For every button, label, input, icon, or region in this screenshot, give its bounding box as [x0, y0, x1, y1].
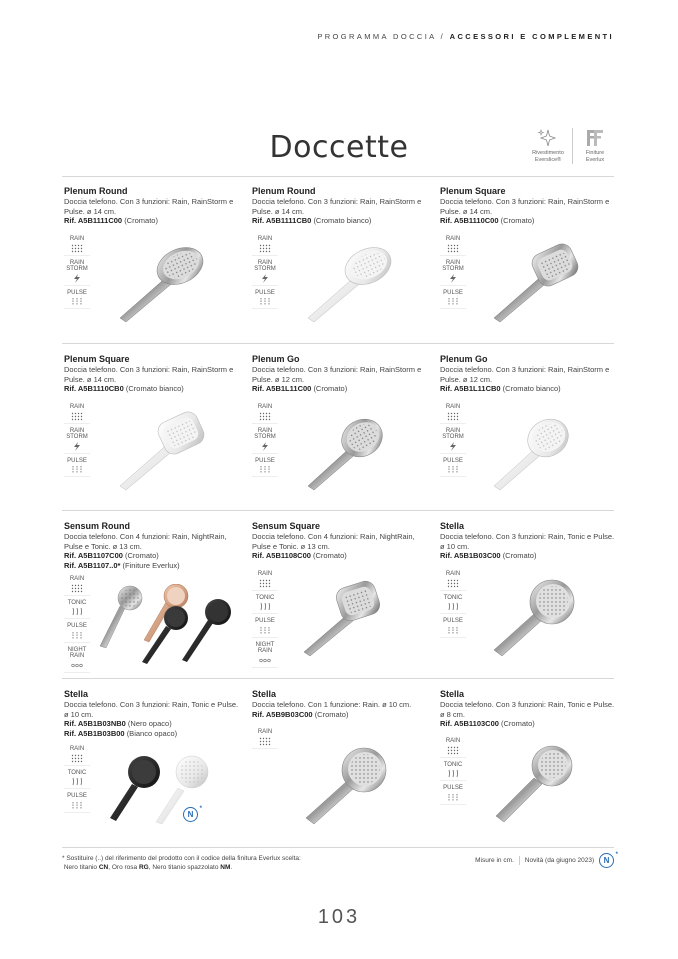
rain-icon: [71, 754, 83, 763]
function-rain: [64, 576, 90, 596]
product-ref: [64, 216, 244, 226]
pulse-icon: [71, 631, 83, 640]
ref-code: Rif. A5B1B03B00: [64, 728, 125, 738]
function-tonic: [64, 770, 90, 790]
product-card: [64, 689, 244, 738]
product-card: [440, 689, 620, 729]
product-description: Doccia telefono. Con 3 funzioni: Rain, RainStorm e Pulse. ø 14 cm.: [440, 197, 610, 216]
measures-note: Misure in cm.: [475, 857, 514, 865]
function-label: PULSE: [67, 793, 87, 799]
function-rain: [252, 729, 278, 749]
function-label: RAIN: [257, 648, 273, 654]
function-rain: [440, 404, 466, 424]
pulse-icon: [259, 297, 271, 306]
ref-note: (Cromato): [502, 551, 537, 560]
ref-code: Rif. A5B1107..0*: [64, 560, 121, 570]
ref-code: Rif. A5B1B03NB0: [64, 719, 126, 728]
function-icons: [440, 738, 466, 809]
product-ref: [440, 216, 620, 226]
page-number: 103: [317, 906, 361, 928]
ref-code: Rif. A5B9B03C00: [252, 709, 313, 719]
finish-label: Finiture: [585, 150, 605, 156]
pulse-icon: [71, 801, 83, 810]
divider: [62, 847, 614, 848]
new-badge-star: *: [615, 852, 618, 858]
function-icons: [440, 404, 466, 481]
function-label: RAIN: [257, 236, 273, 242]
product-description: Doccia telefono. Con 3 funzioni: Rain, Tonic e Pulse. ø 10 cm.: [64, 700, 239, 719]
function-night: [252, 642, 278, 668]
ref-code: Rif. A5B1111C00: [64, 216, 123, 225]
function-label: RAIN: [69, 653, 85, 659]
function-pulse: [440, 290, 466, 310]
page-title: Doccette: [269, 130, 409, 165]
finish-icons: [526, 128, 614, 168]
product-description: Doccia telefono. Con 3 funzioni: Rain, RainStorm e Pulse. ø 12 cm.: [252, 365, 422, 384]
ref-note: (Cromato): [313, 551, 347, 560]
function-label: STORM: [254, 434, 276, 440]
product-ref: [440, 719, 620, 729]
tonic-icon: [259, 602, 271, 611]
ref-code: Rif. A5B1111CB0: [252, 216, 312, 225]
new-badge-letter: N: [603, 856, 610, 865]
function-label: STORM: [442, 266, 464, 272]
function-storm: [252, 260, 278, 286]
shower-head-image: [300, 408, 396, 492]
product-name: Plenum Round: [252, 186, 316, 196]
function-label: TONIC: [67, 769, 87, 776]
product-ref: [64, 551, 244, 561]
ref-code: Rif. A5B1107C00: [64, 551, 123, 560]
rain-icon: [447, 244, 459, 253]
rain-icon: [71, 584, 83, 593]
function-rain: [440, 738, 466, 758]
function-pulse: [440, 785, 466, 805]
function-label: RAIN: [69, 746, 85, 752]
product-card: [252, 689, 432, 719]
function-pulse: [64, 458, 90, 478]
rainstorm-icon: [259, 442, 271, 451]
section-header: [317, 32, 614, 41]
function-label: RAIN: [69, 236, 85, 242]
function-label: RAIN: [257, 404, 273, 410]
function-label: RAIN: [445, 404, 461, 410]
ref-note: (Bianco opaco): [126, 728, 178, 738]
product-ref-2: [64, 729, 244, 739]
product-ref: [440, 384, 620, 394]
function-storm: [64, 428, 90, 454]
nightrain-icon: [71, 661, 83, 670]
ref-note: (Cromato): [314, 709, 349, 719]
function-label: RAIN: [257, 427, 273, 434]
finish-rivestimento: [526, 128, 570, 164]
product-card: [64, 186, 244, 226]
function-label: RAIN: [445, 427, 461, 434]
divider: [62, 678, 614, 679]
ref-note: (Finiture Everlux): [122, 560, 180, 570]
product-card: [440, 354, 620, 394]
function-label: PULSE: [255, 289, 275, 296]
function-icons: [252, 571, 278, 672]
footnote-text: Nero titanio: [63, 863, 99, 871]
product-name: Stella: [64, 689, 89, 699]
rain-icon: [447, 579, 459, 588]
pulse-icon: [447, 626, 459, 635]
function-storm: [64, 260, 90, 286]
ref-code: Rif. A5B1110CB0: [64, 384, 124, 393]
sparkle-icon: [537, 128, 559, 148]
footnote-text: .: [230, 863, 233, 871]
shower-head-image: [486, 576, 582, 660]
function-rain: [252, 404, 278, 424]
pulse-icon: [447, 793, 459, 802]
ref-note: (Cromato bianco): [502, 384, 561, 393]
rain-icon: [259, 244, 271, 253]
new-badge: [180, 806, 202, 824]
product-ref: [252, 710, 432, 720]
product-ref: [252, 216, 432, 226]
shower-head-image: [112, 240, 208, 324]
finish-label: Rivestimento: [532, 150, 564, 156]
function-label: PULSE: [443, 785, 463, 791]
nightrain-icon: [259, 656, 271, 665]
function-label: TONIC: [255, 594, 275, 601]
function-icons: [252, 404, 278, 481]
function-rain: [64, 236, 90, 256]
product-card: [440, 186, 620, 226]
legend: [475, 852, 618, 868]
finish-sublabel: Everlux: [585, 157, 605, 163]
shower-head-image: [96, 584, 236, 666]
shower-head-image: [488, 740, 584, 824]
new-badge-star: *: [199, 806, 202, 813]
product-name: Plenum Square: [64, 354, 130, 364]
ref-code: Rif. A5B1110C00: [440, 216, 499, 225]
product-description: Doccia telefono. Con 4 funzioni: Rain, NightRain, Pulse e Tonic. ø 13 cm.: [252, 532, 415, 551]
function-label: RAIN: [257, 571, 273, 577]
product-ref: [440, 551, 620, 561]
product-name: Sensum Square: [252, 521, 321, 531]
product-card: [64, 521, 244, 570]
function-label: RAIN: [69, 427, 85, 434]
function-tonic: [440, 595, 466, 615]
function-label: RAIN: [257, 729, 273, 735]
tonic-icon: [71, 607, 83, 616]
product-card: [252, 354, 432, 394]
product-name: Stella: [440, 521, 465, 531]
product-card: [252, 186, 432, 226]
function-storm: [440, 260, 466, 286]
function-rain: [64, 404, 90, 424]
function-label: PULSE: [67, 457, 87, 464]
product-ref: [64, 719, 244, 729]
function-label: RAIN: [69, 259, 85, 266]
product-name: Plenum Go: [440, 354, 488, 364]
new-badge-letter: N: [187, 810, 194, 820]
product-name: Stella: [252, 689, 277, 699]
product-description: Doccia telefono. Con 3 funzioni: Rain, RainStorm e Pulse. ø 14 cm.: [64, 365, 234, 384]
product-ref-2: [64, 561, 244, 571]
divider: [62, 176, 614, 177]
pulse-icon: [71, 297, 83, 306]
product-description: Doccia telefono. Con 3 funzioni: Rain, RainStorm e Pulse. ø 14 cm.: [64, 197, 234, 216]
function-label: RAIN: [445, 236, 461, 242]
function-pulse: [252, 458, 278, 478]
function-rain: [440, 236, 466, 256]
product-card: [64, 354, 244, 394]
function-rain: [252, 236, 278, 256]
ref-note: (Cromato): [125, 551, 159, 560]
product-ref: [252, 551, 432, 561]
product-name: Plenum Round: [64, 186, 128, 196]
function-icons: [64, 236, 90, 313]
ref-code: Rif. A5B1B03C00: [440, 551, 501, 560]
header-section: PROGRAMMA DOCCIA: [317, 32, 437, 41]
pulse-icon: [447, 465, 459, 474]
pulse-icon: [71, 465, 83, 474]
function-label: NIGHT: [255, 641, 275, 648]
function-label: PULSE: [443, 289, 463, 296]
divider: [62, 510, 614, 511]
product-description: Doccia telefono. Con 3 funzioni: Rain, RainStorm e Pulse. ø 14 cm.: [252, 197, 422, 216]
function-label: RAIN: [257, 259, 273, 266]
shower-head-image: [486, 408, 582, 492]
function-icons: [64, 404, 90, 481]
product-description: Doccia telefono. Con 1 funzione: Rain. ø 10 cm.: [252, 700, 412, 709]
finish-everlux: [572, 128, 617, 164]
ref-code: Rif. A5B1108C00: [252, 551, 311, 560]
function-icons: [440, 571, 466, 642]
function-pulse: [440, 458, 466, 478]
function-icons: [64, 576, 90, 677]
rain-icon: [259, 579, 271, 588]
function-label: TONIC: [67, 599, 87, 606]
shower-head-image: [486, 240, 582, 324]
new-badge-icon: [599, 852, 618, 868]
ff-logo-icon: [584, 128, 606, 148]
function-icons: [252, 236, 278, 313]
function-rain: [64, 746, 90, 766]
function-label: PULSE: [255, 618, 275, 624]
function-label: STORM: [66, 434, 88, 440]
product-description: Doccia telefono. Con 3 funzioni: Rain, RainStorm e Pulse. ø 12 cm.: [440, 365, 610, 384]
rainstorm-icon: [71, 442, 83, 451]
function-tonic: [252, 595, 278, 615]
function-pulse: [252, 618, 278, 638]
function-rain: [440, 571, 466, 591]
ref-code: Rif. A5B1L11CB0: [440, 384, 501, 393]
ref-note: (Cromato bianco): [125, 384, 184, 393]
tonic-icon: [447, 769, 459, 778]
ref-code: Rif. A5B1103C00: [440, 719, 499, 728]
product-name: Plenum Go: [252, 354, 300, 364]
novelty-note: Novità (da giugno 2023): [524, 857, 595, 865]
finish-code: CN: [98, 863, 109, 871]
finish-code: NM: [220, 863, 231, 871]
function-storm: [252, 428, 278, 454]
function-label: RAIN: [69, 404, 85, 410]
rainstorm-icon: [447, 442, 459, 451]
rain-icon: [447, 746, 459, 755]
function-label: PULSE: [443, 618, 463, 624]
finish-code: RG: [138, 863, 149, 871]
shower-head-image: [112, 408, 208, 492]
rain-icon: [71, 412, 83, 421]
ref-note: (Cromato): [124, 216, 158, 225]
function-label: RAIN: [445, 738, 461, 744]
rain-icon: [259, 737, 271, 746]
tonic-icon: [71, 777, 83, 786]
rainstorm-icon: [447, 274, 459, 283]
function-pulse: [64, 793, 90, 813]
tonic-icon: [447, 602, 459, 611]
ref-note: (Cromato): [313, 384, 348, 393]
function-rain: [252, 571, 278, 591]
function-tonic: [440, 762, 466, 782]
product-ref: [252, 384, 432, 394]
header-subsection: ACCESSORI E COMPLEMENTI: [449, 32, 614, 41]
function-tonic: [64, 600, 90, 620]
function-label: PULSE: [67, 289, 87, 296]
product-name: Sensum Round: [64, 521, 131, 531]
footnote-line: [62, 864, 301, 873]
pulse-icon: [447, 297, 459, 306]
function-pulse: [64, 290, 90, 310]
shower-head-image: [300, 240, 396, 324]
function-label: NIGHT: [67, 646, 87, 653]
footnote-line: * Sostituire (..) del riferimento del prodotto con il codice della finitura Everlux scelta:: [62, 855, 301, 862]
function-label: TONIC: [443, 594, 463, 601]
rainstorm-icon: [71, 274, 83, 283]
footnote-text: , Oro rosa: [108, 863, 139, 871]
product-description: Doccia telefono. Con 3 funzioni: Rain, Tonic e Pulse. ø 10 cm.: [440, 532, 615, 551]
product-description: Doccia telefono. Con 4 funzioni: Rain, NightRain, Pulse e Tonic. ø 13 cm.: [64, 532, 227, 551]
function-label: PULSE: [67, 623, 87, 629]
function-label: STORM: [66, 266, 88, 272]
function-label: STORM: [254, 266, 276, 272]
function-label: PULSE: [443, 457, 463, 464]
product-ref: [64, 384, 244, 394]
function-icons: [440, 236, 466, 313]
footnote-text: , Nero titanio spazzolato: [148, 863, 221, 871]
function-label: RAIN: [69, 576, 85, 582]
ref-code: Rif. A5B1L11C00: [252, 384, 312, 393]
function-storm: [440, 428, 466, 454]
function-label: PULSE: [255, 457, 275, 464]
function-pulse: [440, 618, 466, 638]
pulse-icon: [259, 465, 271, 474]
shower-head-image: [298, 744, 394, 828]
function-icons: [64, 746, 90, 817]
product-name: Plenum Square: [440, 186, 506, 196]
function-night: [64, 647, 90, 673]
product-card: [252, 521, 432, 561]
ref-note: (Cromato): [501, 719, 535, 728]
finish-sublabel: Everslice®: [534, 157, 562, 163]
rainstorm-icon: [259, 274, 271, 283]
ref-note: (Nero opaco): [127, 719, 172, 728]
ref-note: (Cromato bianco): [313, 216, 372, 225]
product-name: Stella: [440, 689, 465, 699]
ref-note: (Cromato): [500, 216, 535, 225]
function-label: TONIC: [443, 761, 463, 768]
footnote: [62, 855, 301, 872]
header-separator: /: [440, 32, 446, 41]
rain-icon: [71, 244, 83, 253]
function-label: RAIN: [445, 571, 461, 577]
product-card: [440, 521, 620, 561]
rain-icon: [259, 412, 271, 421]
function-label: RAIN: [445, 259, 461, 266]
shower-head-image: [298, 576, 394, 660]
function-pulse: [252, 290, 278, 310]
pulse-icon: [259, 626, 271, 635]
product-description: Doccia telefono. Con 3 funzioni: Rain, Tonic e Pulse. ø 8 cm.: [440, 700, 615, 719]
function-label: STORM: [442, 434, 464, 440]
function-pulse: [64, 623, 90, 643]
rain-icon: [447, 412, 459, 421]
divider: [62, 343, 614, 344]
function-icons: [252, 729, 278, 753]
